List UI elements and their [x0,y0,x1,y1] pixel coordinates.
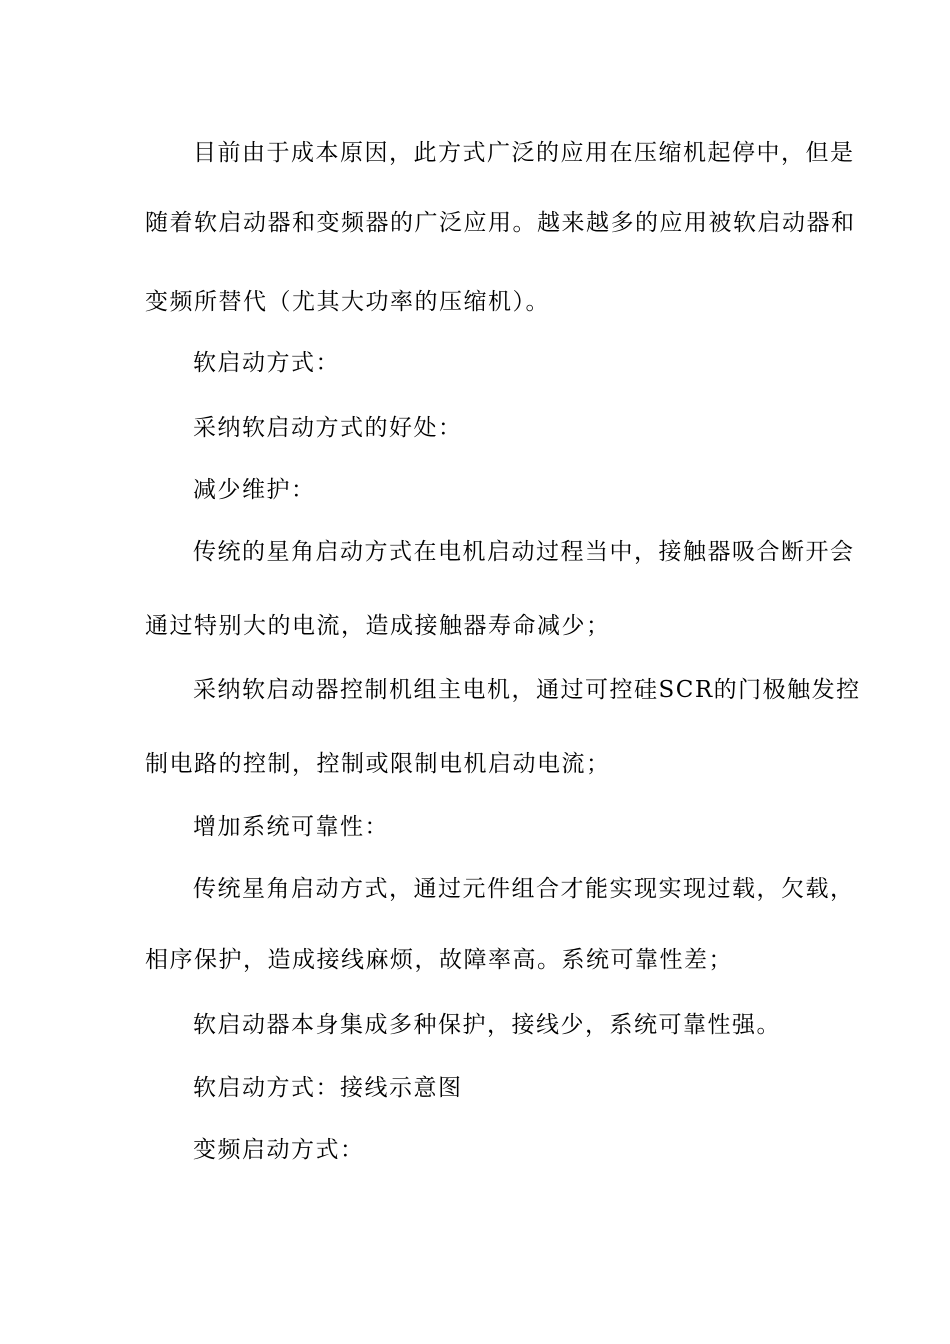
heading-reliability: 增加系统可靠性： [193,814,389,840]
heading-soft-start: 软启动方式： [193,350,340,376]
paragraph-4-line-1: 传统星角启动方式，通过元件组合才能实现实现过载，欠载， [193,876,855,902]
paragraph-1-line-3: 变频所替代（尤其大功率的压缩机）。 [145,289,550,315]
paragraph-2-line-1: 传统的星角启动方式在电机启动过程当中，接触器吸合断开会 [193,539,855,565]
heading-vfd-start: 变频启动方式： [193,1137,365,1163]
paragraph-3-line-1: 采纳软启动器控制机组主电机，通过可控硅SCR的门极触发控 [193,677,861,703]
paragraph-5: 软启动器本身集成多种保护，接线少，系统可靠性强。 [193,1012,781,1038]
heading-benefits: 采纳软启动方式的好处： [193,415,463,441]
paragraph-1-line-2: 随着软启动器和变频器的广泛应用。越来越多的应用被软启动器和 [145,210,856,236]
paragraph-3-line-2: 制电路的控制，控制或限制电机启动电流； [145,751,611,777]
paragraph-4-line-2: 相序保护，造成接线麻烦，故障率高。系统可靠性差； [145,947,733,973]
heading-reduce-maintenance: 减少维护： [193,477,316,503]
heading-wiring-diagram: 软启动方式：接线示意图 [193,1075,463,1101]
paragraph-2-line-2: 通过特别大的电流，造成接触器寿命减少； [145,613,611,639]
paragraph-1-line-1: 目前由于成本原因，此方式广泛的应用在压缩机起停中，但是 [193,140,855,166]
